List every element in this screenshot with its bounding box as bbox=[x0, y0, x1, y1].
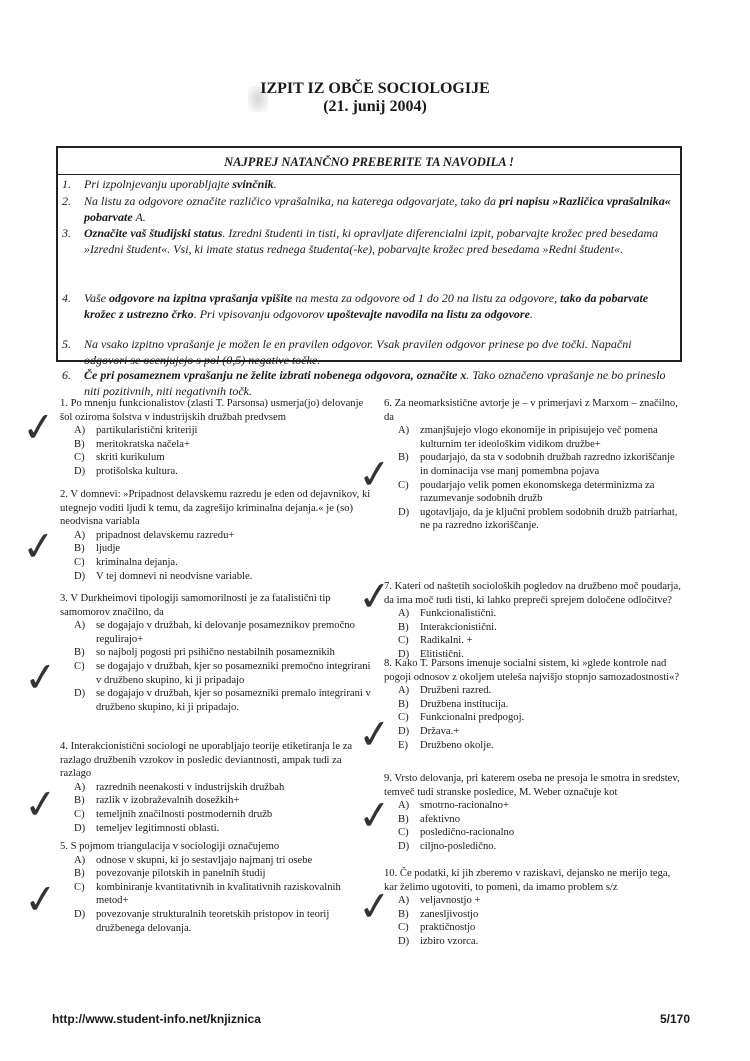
instruction-text bbox=[84, 291, 676, 322]
option-letter: A) bbox=[398, 895, 410, 907]
option-text: se dogajajo v družbah, ki delovanje posameznikov premočno regulirajo+ bbox=[96, 620, 355, 645]
option-letter: A) bbox=[74, 620, 86, 632]
option-text: zanesljivostjo bbox=[420, 908, 479, 920]
instruction-text-part: Na listu za odgovore označite različico vprašalnika, na katerega odgovarjate, tako da bbox=[84, 194, 500, 208]
question-block bbox=[60, 740, 372, 835]
option-text: pripadnost delavskemu razredu+ bbox=[96, 529, 235, 541]
option-text: ugotavljajo, da je ključni problem sodobnih družb patriarhat, ne pa razredno izkoriščanje. bbox=[420, 506, 678, 532]
answer-option bbox=[384, 634, 684, 648]
option-letter: D) bbox=[398, 840, 410, 852]
answer-option bbox=[384, 725, 684, 739]
option-letter: B) bbox=[74, 543, 85, 555]
instruction-text-part: Vaše bbox=[84, 291, 109, 305]
option-text: skriti kurikulum bbox=[96, 452, 165, 464]
answer-option bbox=[384, 621, 684, 635]
instruction-text-part: svinčnik bbox=[232, 177, 274, 191]
instruction-text-part: tako da pobarvate krožec z ustrezno črko bbox=[84, 291, 649, 321]
footer-page-number: 5/170 bbox=[660, 1012, 691, 1026]
option-text: ljudje bbox=[96, 543, 121, 555]
option-letter: C) bbox=[398, 922, 409, 934]
answer-option bbox=[60, 529, 372, 543]
option-letter: B) bbox=[398, 813, 409, 825]
answer-option bbox=[60, 438, 372, 452]
answer-option bbox=[384, 711, 684, 725]
option-letter: C) bbox=[74, 808, 85, 820]
option-letter: D) bbox=[74, 822, 86, 834]
instructions-heading: NAJPREJ NATANČNO PREBERITE TA NAVODILA ! bbox=[224, 155, 514, 169]
instruction-text-part: . bbox=[529, 306, 533, 321]
answer-option bbox=[384, 739, 684, 753]
instruction-text-part: Na vsako izpitno vprašanje je možen le en pravilen odgovor. Vsak pravilen odgovor prinese po dve točki. Napačni odgovori se ocenjujejo s pol (0,5) negative točke. bbox=[84, 337, 632, 367]
question-stem: 8. Kako T. Parsons imenuje socialni sistem, ki »glede kontrole nad pogoji odnosov z okoljem uteleša najvišjo stopnjo samozadostnosti«? bbox=[384, 658, 680, 683]
option-letter: D) bbox=[398, 725, 410, 737]
answer-option bbox=[384, 698, 684, 712]
answer-option bbox=[60, 908, 372, 935]
question-block bbox=[384, 397, 684, 533]
instruction-item bbox=[58, 337, 676, 368]
instruction-text-part: . Tako označeno vprašanje ne bo prineslo niti pozitivnih, niti negativnih točk. bbox=[84, 368, 666, 398]
option-text: V tej domnevi ni neodvisne variable. bbox=[96, 570, 253, 582]
check-mark: ✓ bbox=[19, 522, 58, 572]
option-letter: C) bbox=[398, 635, 409, 647]
option-letter: D) bbox=[74, 570, 86, 582]
answer-option bbox=[384, 451, 684, 478]
question-stem: 4. Interakcionistični sociologi ne uporabljajo teorije etiketiranja le za razlago družbenih vzrokov in posledic deviantnosti, ampak tudi za razlago bbox=[60, 741, 353, 780]
option-text: Funkcionalni predpogoj. bbox=[420, 712, 525, 724]
answer-option bbox=[60, 854, 372, 868]
option-letter: B) bbox=[398, 908, 409, 920]
option-text: poudarjajo velik pomen ekonomskega determinizma za razumevanje sodobnih družb bbox=[420, 479, 655, 505]
option-letter: B) bbox=[74, 438, 85, 450]
option-letter: C) bbox=[74, 881, 85, 893]
instruction-text-part: Pri izpolnjevanju uporabljajte bbox=[84, 177, 233, 191]
option-letter: D) bbox=[74, 465, 86, 477]
option-letter: B) bbox=[74, 647, 85, 659]
answer-option bbox=[60, 424, 372, 438]
option-text: ciljno-posledično. bbox=[420, 840, 497, 852]
option-text: razrednih neenakosti v industrijskih družbah bbox=[96, 781, 285, 793]
answer-option bbox=[384, 799, 684, 813]
option-text: praktičnostjo bbox=[420, 922, 476, 934]
answer-option bbox=[60, 646, 372, 660]
instruction-text-part: pri napisu »Različica vprašalnika« pobarvate bbox=[84, 194, 671, 224]
check-mark: ✓ bbox=[355, 882, 394, 932]
check-mark: ✓ bbox=[21, 780, 60, 830]
question-stem: 7. Kateri od naštetih socioloških pogledov na družbeno moč poudarja, da ima moč tudi tisti, ki lahko prepreči sprejem določene odločitve? bbox=[384, 581, 681, 606]
instruction-number: 4. bbox=[62, 291, 71, 305]
check-mark: ✓ bbox=[21, 875, 60, 925]
answer-option bbox=[60, 867, 372, 881]
option-letter: C) bbox=[398, 827, 409, 839]
instruction-number: 6. bbox=[62, 368, 71, 382]
answer-option bbox=[60, 881, 372, 908]
answer-option bbox=[384, 607, 684, 621]
option-text: meritokratska načela+ bbox=[96, 438, 190, 450]
option-text: povezovanje pilotskih in panelnih študij bbox=[96, 868, 266, 880]
option-text: protišolska kultura. bbox=[96, 465, 178, 477]
footer-url: http://www.student-info.net/knjiznica bbox=[52, 1012, 261, 1026]
instruction-item bbox=[58, 226, 676, 257]
answer-option bbox=[60, 660, 372, 687]
option-letter: B) bbox=[398, 452, 409, 464]
answer-option bbox=[60, 822, 372, 836]
option-text: razlik v izobraževalnih dosežkih+ bbox=[96, 795, 240, 807]
answer-option bbox=[384, 908, 684, 922]
option-text: Radikalni. + bbox=[420, 635, 473, 647]
option-text: se dogajajo v družbah, kjer so posamezniki premalo integrirani v družbeno skupino, ki ji pripadajo. bbox=[96, 688, 371, 713]
answer-option bbox=[60, 451, 372, 465]
instruction-text bbox=[84, 177, 676, 193]
option-letter: D) bbox=[398, 506, 410, 518]
option-text: kriminalna dejanja. bbox=[96, 556, 178, 568]
instruction-text-part: A. bbox=[132, 209, 146, 224]
answer-option bbox=[60, 619, 372, 646]
option-letter: C) bbox=[398, 712, 409, 724]
instruction-number: 2. bbox=[62, 194, 71, 208]
instruction-text-part: na mesta za odgovore od 1 do 20 na listu za odgovore, bbox=[292, 291, 561, 305]
option-letter: D) bbox=[74, 908, 86, 920]
option-letter: A) bbox=[398, 425, 410, 437]
answer-option bbox=[60, 687, 372, 714]
question-block bbox=[60, 840, 372, 935]
instruction-item bbox=[58, 368, 676, 399]
check-mark: ✓ bbox=[19, 403, 58, 453]
instruction-number: 5. bbox=[62, 337, 71, 351]
check-mark: ✓ bbox=[355, 450, 394, 500]
answer-option bbox=[384, 840, 684, 854]
option-text: odnose v skupni, ki jo sestavljajo najmanj tri osebe bbox=[96, 854, 313, 866]
instruction-item bbox=[58, 194, 676, 225]
question-stem: 3. V Durkheimovi tipologiji samomorilnosti je za fatalistični tip samomorov značilno, da bbox=[60, 593, 331, 618]
instruction-item bbox=[58, 291, 676, 322]
instruction-text-part: . bbox=[273, 177, 277, 191]
question-stem: 5. S pojmom triangulacija v sociologiji označujemo bbox=[60, 841, 280, 852]
question-stem: 2. V domnevi: »Pripadnost delavskemu razredu je eden od dejavnikov, ki utegnejo voditi ljudi k temu, da zagrešijo kriminalna dejanja.« je (so) neodvisna variabla bbox=[60, 489, 371, 528]
option-text: veljavnostjo + bbox=[420, 895, 481, 907]
answer-option bbox=[60, 570, 372, 584]
instruction-number: 1. bbox=[62, 177, 71, 191]
option-letter: A) bbox=[74, 781, 86, 793]
answer-option bbox=[384, 684, 684, 698]
option-text: Elitistični. bbox=[420, 648, 464, 660]
question-stem: 1. Po mnenju funkcionalistov (zlasti T. Parsonsa) usmerja(jo) delovanje šol oziroma šolstva v industrijskih družbah predvsem bbox=[60, 398, 364, 423]
option-text: afektivno bbox=[420, 813, 461, 825]
answer-option bbox=[60, 556, 372, 570]
question-stem: 9. Vrsto delovanja, pri katerem oseba ne presoja le smotra in sredstev, temveč tudi stranske posledice, M. Weber označuje kot bbox=[384, 773, 680, 798]
answer-option bbox=[384, 894, 684, 908]
option-letter: C) bbox=[74, 556, 85, 568]
check-mark: ✓ bbox=[355, 710, 394, 760]
instruction-number: 3. bbox=[62, 226, 71, 240]
option-text: Družbena institucija. bbox=[420, 698, 509, 710]
option-letter: C) bbox=[74, 452, 85, 464]
instructions-divider bbox=[58, 174, 680, 175]
option-letter: A) bbox=[74, 425, 86, 437]
option-letter: B) bbox=[398, 621, 409, 633]
answer-option bbox=[384, 424, 684, 451]
option-text: partikularistični kriteriji bbox=[96, 425, 198, 437]
check-mark: ✓ bbox=[21, 653, 60, 703]
answer-option bbox=[384, 813, 684, 827]
instruction-text bbox=[84, 368, 676, 399]
instructions-box bbox=[56, 146, 682, 398]
question-block bbox=[384, 867, 684, 949]
answer-option bbox=[384, 826, 684, 840]
instruction-item bbox=[58, 177, 676, 193]
instruction-text-part: Če pri posameznem vprašanju ne želite izbrati nobenega odgovora, označite x bbox=[84, 368, 467, 382]
question-block bbox=[384, 772, 684, 854]
question-block bbox=[384, 657, 684, 752]
answer-option bbox=[384, 921, 684, 935]
option-text: zmanjšujejo vlogo ekonomije in pripisujejo več pomena kulturnim ter ideološkim vidikom družbe+ bbox=[420, 425, 658, 450]
check-mark: ✓ bbox=[355, 572, 394, 622]
option-text: temeljnih značilnosti postmodernih družb bbox=[96, 808, 273, 820]
option-letter: D) bbox=[398, 935, 410, 947]
option-letter: A) bbox=[398, 608, 410, 620]
question-stem: 6. Za neomarksistične avtorje je – v primerjavi z Marxom – značilno, da bbox=[384, 398, 678, 423]
option-text: povezovanje strukturalnih teoretskih pristopov in teorij družbenega delovanja. bbox=[96, 908, 330, 934]
option-text: poudarjajo, da sta v sodobnih družbah razredno izkoriščanje in dominacija vse manj pomembna pojava bbox=[420, 452, 675, 477]
answer-option bbox=[60, 794, 372, 808]
instruction-text-part: upoštevajte navodila na listu za odgovore bbox=[326, 306, 530, 321]
option-text: smotrno-racionalno+ bbox=[420, 800, 509, 812]
answer-option bbox=[60, 465, 372, 479]
answer-option bbox=[60, 808, 372, 822]
option-text: Funkcionalistični. bbox=[420, 608, 497, 620]
question-block bbox=[60, 488, 372, 583]
instructions-separator bbox=[58, 360, 680, 361]
option-letter: B) bbox=[398, 698, 409, 710]
question-stem: 10. Če podatki, ki jih zberemo v raziskavi, dejansko ne merijo tega, kar želimo ugotoviti, to pomeni, da imamo problem s/z bbox=[384, 868, 671, 893]
option-text: se dogajajo v družbah, kjer so posamezniki premočno integrirani v družbeno skupino, ki ji pripadajo bbox=[96, 660, 371, 686]
answer-option bbox=[384, 935, 684, 949]
exam-date: (21. junij 2004) bbox=[323, 98, 427, 115]
option-letter: B) bbox=[74, 795, 85, 807]
exam-title: IZPIT IZ OBČE SOCIOLOGIJE bbox=[260, 80, 490, 97]
option-text: so najbolj pogosti pri psihično nestabilnih posameznikih bbox=[96, 647, 335, 659]
check-mark: ✓ bbox=[355, 791, 394, 841]
instruction-text-part: odgovore na izpitna vprašanja vpišite bbox=[109, 291, 293, 305]
option-text: temeljev legitimnosti oblasti. bbox=[96, 822, 220, 834]
option-letter: D) bbox=[74, 688, 86, 700]
question-block bbox=[384, 580, 684, 662]
option-letter: A) bbox=[74, 854, 86, 866]
option-text: Družbeno okolje. bbox=[420, 739, 494, 751]
option-letter: D) bbox=[398, 648, 410, 660]
option-text: Družbeni razred. bbox=[420, 685, 492, 697]
option-text: Država.+ bbox=[420, 725, 460, 737]
answer-option bbox=[384, 479, 684, 506]
option-letter: C) bbox=[74, 660, 85, 672]
instruction-text bbox=[84, 194, 676, 225]
answer-option bbox=[384, 506, 684, 533]
instruction-text-part: Označite vaš študijski status bbox=[84, 226, 223, 240]
option-letter: A) bbox=[398, 685, 410, 697]
option-letter: A) bbox=[398, 800, 410, 812]
instruction-text-part: . Pri vpisovanju odgovorov bbox=[193, 306, 327, 321]
instruction-text-part: . Izredni študenti in tisti, ki opravljate diferencialni izpit, pobarvajte krožec pred besedama »Izredni študent«. Vsi, ki imate status rednega študenta(-ke), pobarvajte krožec pred besedama »Redni študent«. bbox=[84, 226, 659, 256]
option-letter: B) bbox=[74, 868, 85, 880]
question-block bbox=[60, 592, 372, 714]
question-block bbox=[60, 397, 372, 479]
option-letter: C) bbox=[398, 479, 409, 491]
option-text: posledično-racionalno bbox=[420, 827, 515, 839]
instruction-text bbox=[84, 337, 676, 368]
option-text: kombiniranje kvantitativnih in kvalitativnih raziskovalnih metod+ bbox=[96, 881, 341, 907]
option-text: izbiro vzorca. bbox=[420, 935, 479, 947]
answer-option bbox=[60, 781, 372, 795]
option-letter: E) bbox=[398, 739, 408, 751]
answer-option bbox=[60, 542, 372, 556]
option-letter: A) bbox=[74, 529, 86, 541]
option-text: Interakcionistični. bbox=[420, 621, 497, 633]
instruction-text bbox=[84, 226, 676, 257]
